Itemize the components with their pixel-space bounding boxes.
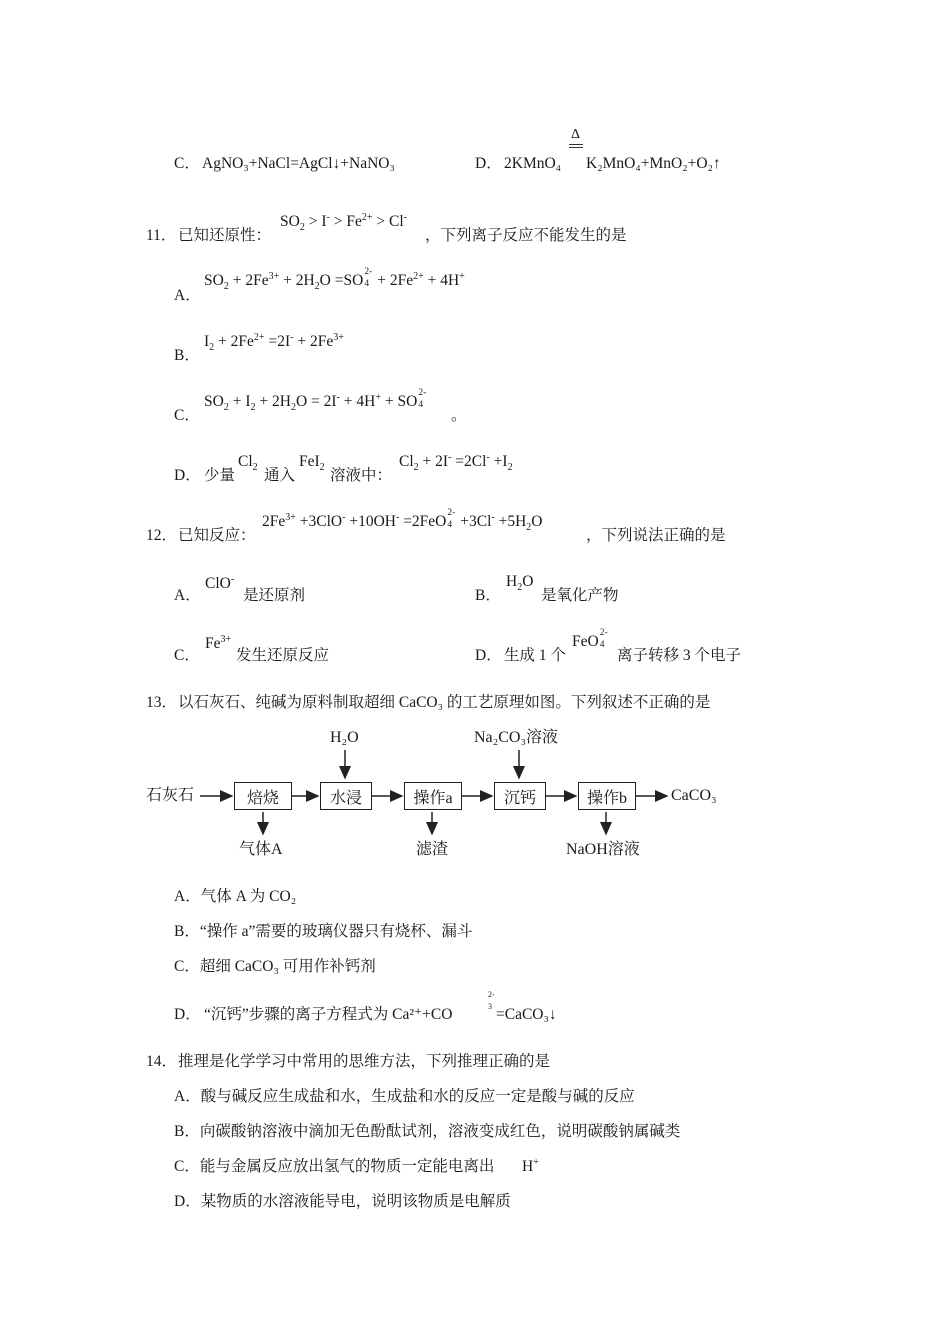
q13-option-d-text: “沉钙”步骤的离子方程式为 Ca²⁺+CO — [204, 1006, 453, 1023]
q13-option-a: A．气体 A 为 CO₂ — [174, 888, 297, 905]
q12-option-d-text2: 离子转移 3 个电子 — [617, 647, 742, 664]
q10-option-d-products: K₂MnO₄+MnO₂+O₂↑ — [586, 155, 721, 172]
q12-option-b-label: B． — [475, 587, 501, 604]
q12-option-c-species: $Fe^{3+}$ — [205, 633, 232, 652]
q14-option-a: A．酸与碱反应生成盐和水，生成盐和水的反应一定是酸与碱的反应 — [174, 1088, 635, 1105]
q11-option-a-label: A． — [174, 287, 201, 304]
flow-residue-output: 滤渣 — [416, 841, 449, 858]
q11-option-d-fei2: FeI$_2$ — [299, 453, 325, 474]
q12-option-a-label: A． — [174, 587, 201, 604]
flow-box-operation-a: 操作a — [404, 782, 462, 810]
q11-option-b-label: B． — [174, 347, 200, 364]
q12-option-c-text: 发生还原反应 — [236, 647, 330, 664]
q11-option-d-text3: 溶液中： — [330, 467, 393, 484]
q13-number: 13． — [146, 694, 178, 711]
q11-number: 11． — [146, 227, 177, 244]
flow-product-label: CaCO₃ — [671, 787, 717, 804]
q11-stem-after: ，下列离子反应不能发生的是 — [425, 227, 627, 244]
q11-option-d-equation: $Cl_2 + 2I^- =2Cl^- +I_2$ — [399, 451, 513, 474]
q11-option-c-tail: 。 — [451, 407, 467, 424]
q14-stem: 推理是化学学习中常用的思维方法，下列推理正确的是 — [178, 1053, 551, 1070]
q12-option-a-text: 是还原剂 — [243, 587, 306, 604]
q10-option-d-reactant: 2KMnO₄ — [504, 155, 562, 172]
q12-option-d-text1: 生成 1 个 — [504, 647, 567, 664]
q10-option-d-label: D． — [475, 155, 502, 172]
q11-option-d-text1: 少量 — [204, 467, 236, 484]
q13-stem: 以石灰石、纯碱为原料制取超细 CaCO₃ 的工艺原理如图。下列叙述不正确的是 — [178, 694, 711, 711]
flow-start-label: 石灰石 — [146, 787, 195, 804]
flow-box-water-soak: 水浸 — [320, 782, 372, 810]
q12-option-d-label: D． — [475, 647, 502, 664]
q10-option-c-label: C． — [174, 155, 200, 172]
q13-option-b: B．“操作 a”需要的玻璃仪器只有烧杯、漏斗 — [174, 923, 473, 940]
q14-number: 14． — [146, 1053, 178, 1070]
q10-heat-condition: Δ — [571, 127, 581, 142]
q11-option-a-equation: $SO_2 + 2Fe^{3+} + 2H_2O =SO$ 2- 4 + $2Fe^{2+} + 4H^+$ — [204, 267, 465, 293]
q13-carbonate-charge: 2- — [488, 990, 495, 999]
flow-box-precipitate-calcium: 沉钙 — [494, 782, 546, 810]
q14-option-c-text: C．能与金属反应放出氢气的物质一定能电离出 — [174, 1158, 495, 1175]
q12-option-d-species: FeO 2- 4 — [572, 628, 608, 651]
q13-option-c: C．超细 CaCO₃ 可用作补钙剂 — [174, 958, 376, 975]
q12-option-b-species: $H_2O$ — [506, 573, 534, 594]
q11-option-c-label: C． — [174, 407, 200, 424]
q12-option-c-label: C． — [174, 647, 200, 664]
q11-stem-before: 已知还原性： — [178, 227, 272, 244]
q13-carbonate-subscript: 3 — [488, 1002, 492, 1011]
q12-reaction-equation: $2Fe^{3+} +3ClO^- +10OH^- =2FeO$ 2- 4 $+3Cl^- +5H_2O$ — [262, 508, 543, 534]
q13-option-d-label: D． — [174, 1006, 201, 1023]
q11-option-d-cl2: $Cl_2$ — [238, 453, 258, 474]
q11-option-c-equation: $SO_2 + I_2 + 2H_2O = 2I^- + 4H^+$ + SO 2- 4 — [204, 388, 427, 414]
q13-option-d-tail: =CaCO₃↓ — [496, 1006, 557, 1023]
q11-option-b-equation: $I_2 + 2Fe^{2+} =2I^- + 2Fe^{3+}$ — [204, 331, 344, 354]
q10-option-c-equation: AgNO₃+NaCl=AgCl↓+NaNO₃ — [202, 155, 395, 172]
flow-na2co3-input: Na₂CO₃溶液 — [474, 729, 559, 746]
q11-option-d-label: D． — [174, 467, 201, 484]
q14-option-b: B．向碳酸钠溶液中滴加无色酚酞试剂，溶液变成红色，说明碳酸钠属碱类 — [174, 1123, 681, 1140]
q10-eq-line-top — [569, 144, 583, 145]
q12-number: 12． — [146, 527, 178, 544]
q12-stem-after: ，下列说法正确的是 — [586, 527, 726, 544]
q12-stem-before: 已知反应： — [178, 527, 256, 544]
q10-eq-line-bottom — [569, 147, 583, 148]
flow-water-input: H₂O — [330, 729, 359, 746]
flow-box-operation-b: 操作b — [578, 782, 636, 810]
q12-option-b-text: 是氧化产物 — [541, 587, 619, 604]
q14-option-c-hydrogen-ion: H+ — [522, 1156, 539, 1175]
flow-naoh-output: NaOH溶液 — [566, 841, 640, 858]
q12-option-a-species: ClO- — [205, 573, 235, 592]
q11-reducibility-order: $SO_2 > I^- > Fe^{2+} > Cl^-$ — [280, 211, 407, 234]
q11-option-d-text2: 通入 — [264, 467, 296, 484]
q14-option-d: D．某物质的水溶液能导电，说明该物质是电解质 — [174, 1193, 511, 1210]
flow-gas-output: 气体A — [239, 841, 283, 858]
flow-box-roast: 焙烧 — [234, 782, 292, 810]
